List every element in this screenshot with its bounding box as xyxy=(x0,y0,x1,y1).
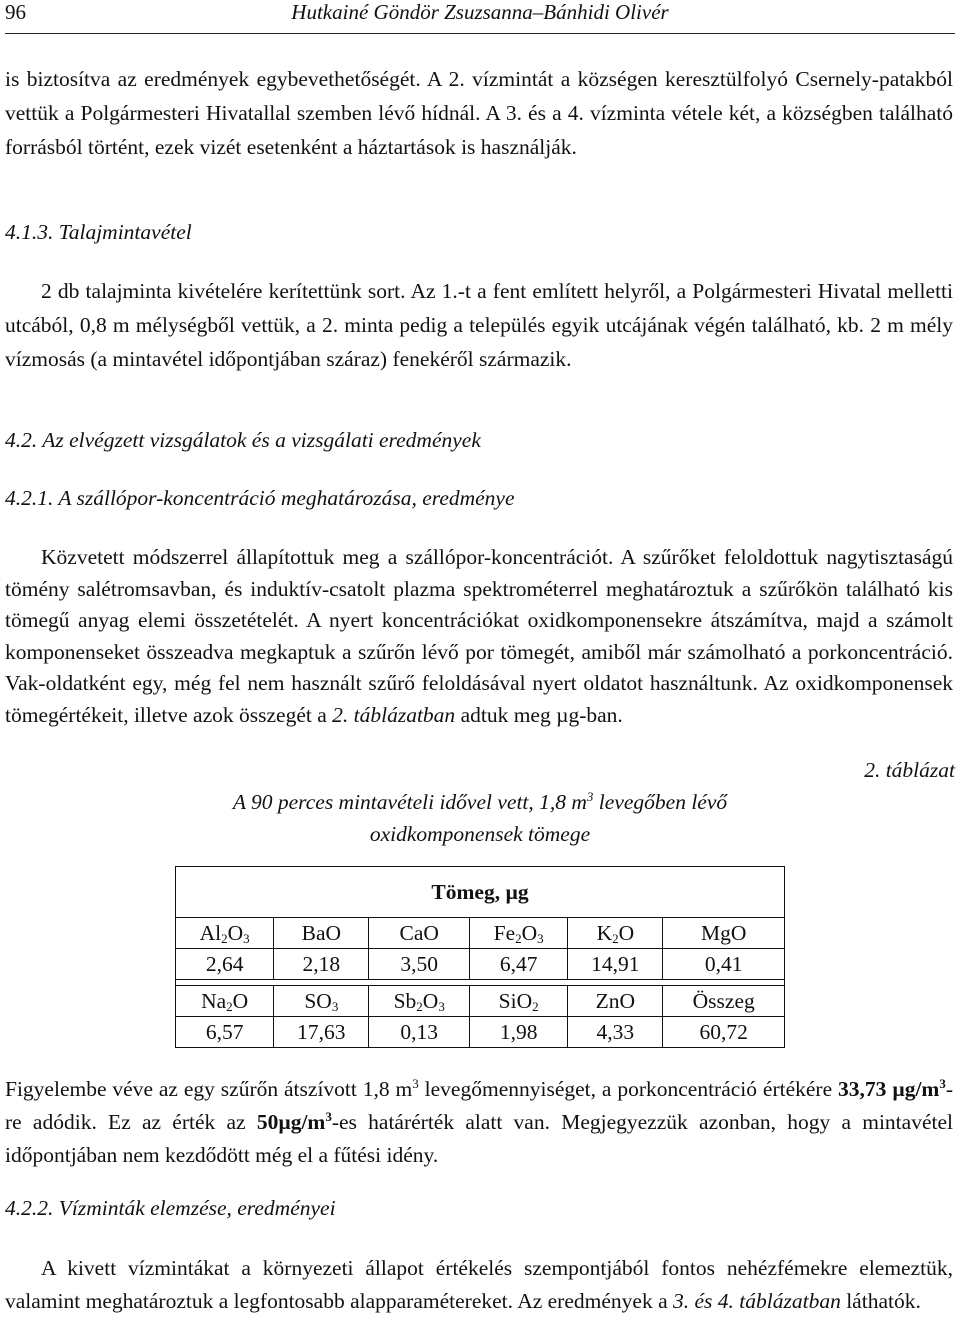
superscript: 3 xyxy=(939,1075,946,1091)
paragraph-porkoncentracio xyxy=(5,1073,953,1172)
compound-text: SO xyxy=(304,989,332,1013)
section-heading-4-2-2: 4.2.2. Vízminták elemzése, eredményei xyxy=(5,1196,336,1220)
compound-cell xyxy=(369,986,470,1017)
table-row-values-2 xyxy=(176,1017,785,1048)
paragraph-text: A kivett vízmintákat a környezeti állapot értékelés szempontjából fontos nehézfémekre elemeztük, valamint meghatároztuk a legfontosabb alapparamétereket. Az eredmények a xyxy=(5,1256,953,1313)
compound-text: BaO xyxy=(301,921,342,945)
compound-cell xyxy=(663,986,785,1017)
value-cell: 6,47 xyxy=(470,949,568,980)
value-cell: 0,41 xyxy=(663,949,785,980)
compound-subscript: 3 xyxy=(331,999,339,1014)
value-cell: 14,91 xyxy=(568,949,663,980)
compound-cell xyxy=(274,918,369,949)
value-cell: 2,18 xyxy=(274,949,369,980)
header-rule xyxy=(5,33,955,34)
value-cell: 2,64 xyxy=(176,949,274,980)
compound-subscript: 2 xyxy=(612,931,619,946)
compound-text: Fe xyxy=(493,921,516,945)
compound-subscript: 2 xyxy=(416,999,423,1014)
compound-subscript: 2 xyxy=(532,999,539,1014)
compound-subscript: 2 xyxy=(226,999,233,1014)
bold-value: 50µg/m xyxy=(256,1110,326,1134)
paragraph-szallopor xyxy=(5,542,953,731)
compound-subscript: 3 xyxy=(537,931,544,946)
page-number: 96 xyxy=(5,0,26,24)
compound-cell xyxy=(176,986,274,1017)
caption-superscript: 3 xyxy=(586,788,594,804)
paragraph-text: levegőmennyiséget, a porkoncentráció értékére xyxy=(418,1077,839,1101)
compound-cell xyxy=(470,986,568,1017)
paragraph-text: láthatók. xyxy=(840,1289,921,1313)
compound-text: Sb xyxy=(393,989,417,1013)
value-cell: 60,72 xyxy=(663,1017,785,1048)
running-header-authors: Hutkainé Göndör Zsuzsanna–Bánhidi Olivér xyxy=(291,0,669,24)
compound-cell xyxy=(274,986,369,1017)
running-header xyxy=(5,0,955,26)
value-cell: 6,57 xyxy=(176,1017,274,1048)
paragraph-text: Közvetett módszerrel állapítottuk meg a szállópor-koncentrációt. A szűrőket feloldottuk nagytisztaságú tömény salétromsavban, és induktív-csatolt plazma spektrométerrel meghatároztuk a szűrőkön található kis tömegű anyag elemi összetételét. A nyert koncentrációkat oxidkomponensekre átszámítva, majd a számolt komponenseket összeadva megkaptuk a szűrőn lévő por tömegét, amiből már számolható a porkoncentráció. Vak-oldatként egy, még fel nem használt szűrő feloldásával nyert oldatot használtunk. Az oxidkomponensek tömegértékeit, illetve azok összegét a xyxy=(5,545,953,727)
compound-text: ZnO xyxy=(595,989,636,1013)
table-reference: 2. táblázatban xyxy=(332,702,456,727)
compound-cell xyxy=(176,918,274,949)
table-reference: 3. és 4. táblázatban xyxy=(673,1289,841,1313)
compound-cell xyxy=(369,918,470,949)
compound-subscript: 2 xyxy=(515,931,522,946)
section-heading-4-1-3: 4.1.3. Talajmintavétel xyxy=(5,220,192,244)
compound-text: O xyxy=(232,989,249,1013)
value-cell: 0,13 xyxy=(369,1017,470,1048)
compound-subscript: 3 xyxy=(438,999,445,1014)
value-cell: 4,33 xyxy=(568,1017,663,1048)
compound-text: K xyxy=(596,921,613,945)
paragraph-text: -re adódik. Ez az érték az xyxy=(5,1077,954,1134)
caption-text: A 90 perces mintavételi idővel vett, 1,8 m xyxy=(232,790,587,814)
section-heading-4-2: 4.2. Az elvégzett vizsgálatok és a vizsgálati eredmények xyxy=(5,428,481,452)
paragraph-talajmintavetel: 2 db talajminta kivételére kerítettünk sort. Az 1.-t a fent említett helyről, a Polgármesteri Hivatal melletti utcából, 0,8 m mélységből vettük, a 2. minta pedig a település egyik utcájának végén található, kb. 2 m mély vízmosás (a mintavétel időpontjában száraz) fenekéről származik. xyxy=(5,279,953,371)
section-heading-4-2-1: 4.2.1. A szállópor-koncentráció meghatározása, eredménye xyxy=(5,486,515,510)
paragraph-text: adtuk meg µg-ban. xyxy=(455,702,623,727)
compound-cell xyxy=(568,986,663,1017)
table-header: Tömeg, µg xyxy=(176,867,785,918)
compound-text: CaO xyxy=(399,921,439,945)
paragraph-text: -es határérték alatt van. Megjegyezzük azonban, hogy a mintavétel időpontjában nem kezdődött még el a fűtési idény. xyxy=(5,1110,953,1167)
table-row-compounds-2 xyxy=(176,986,785,1017)
compound-text: MgO xyxy=(700,921,747,945)
table-caption xyxy=(0,786,960,850)
value-cell: 17,63 xyxy=(274,1017,369,1048)
compound-text: O xyxy=(422,989,439,1013)
compound-text: Összeg xyxy=(692,989,755,1013)
compound-text: Na xyxy=(201,989,227,1013)
paragraph-text: Figyelembe véve az egy szűrőn átszívott 1,8 m xyxy=(5,1077,413,1101)
superscript: 3 xyxy=(412,1075,419,1091)
compound-subscript: 2 xyxy=(221,931,228,946)
oxide-mass-table xyxy=(175,866,785,1048)
compound-cell xyxy=(568,918,663,949)
compound-subscript: 3 xyxy=(243,931,250,946)
value-cell: 1,98 xyxy=(470,1017,568,1048)
table-row-values-1 xyxy=(176,949,785,980)
compound-text: O xyxy=(618,921,635,945)
bold-value: 33,73 µg/m xyxy=(838,1077,940,1101)
table-label: 2. táblázat xyxy=(864,758,955,782)
compound-text: Al xyxy=(199,921,222,945)
table-row-compounds-1 xyxy=(176,918,785,949)
caption-text: oxidkomponensek tömege xyxy=(369,822,591,846)
paragraph-vizmintak xyxy=(5,1252,953,1318)
compound-cell xyxy=(470,918,568,949)
compound-text: O xyxy=(521,921,538,945)
value-cell: 3,50 xyxy=(369,949,470,980)
compound-cell xyxy=(663,918,785,949)
superscript: 3 xyxy=(325,1108,332,1124)
caption-text: levegőben lévő xyxy=(593,790,728,814)
intro-paragraph: is biztosítva az eredmények egybevethetőségét. A 2. vízmintát a községen keresztülfolyó Csernely-patakból vettük a Polgármesteri Hivatallal szemben lévő hídnál. A 3. és a 4. vízminta vétele két, a községben található forrásból történt, ezek vizét esetenként a háztartások is használják. xyxy=(5,67,953,159)
compound-text: O xyxy=(227,921,244,945)
compound-text: SiO xyxy=(498,989,533,1013)
